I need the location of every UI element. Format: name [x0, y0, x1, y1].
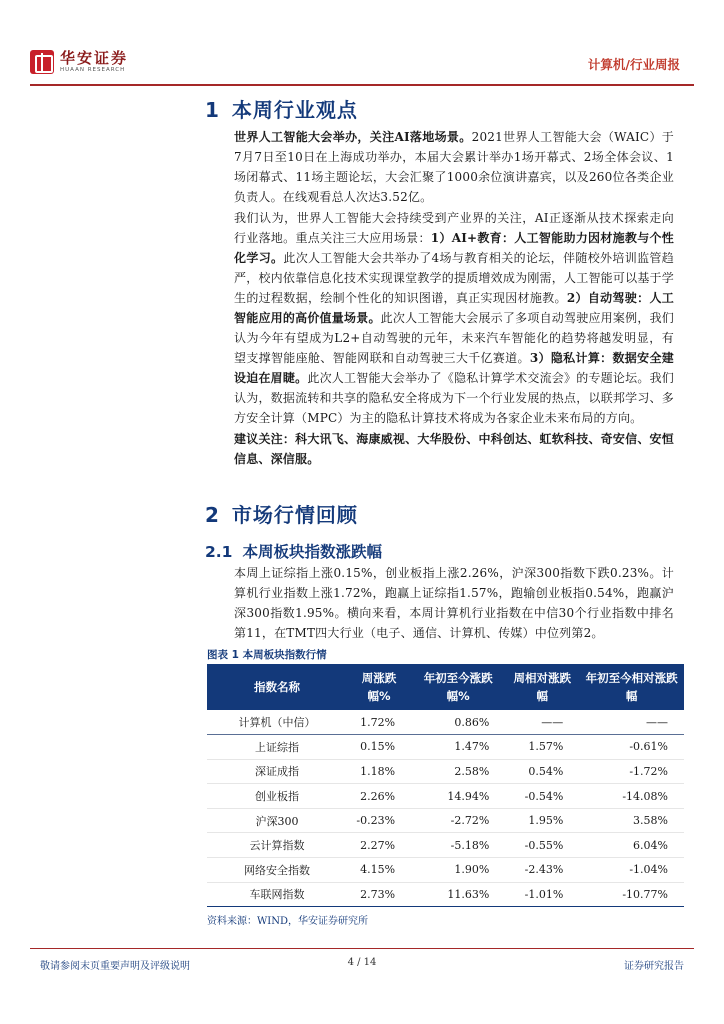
column-header: 年初至今相对涨跌幅 [585, 671, 678, 703]
report-category: 计算机/行业周报 [587, 57, 680, 72]
table-header-row [207, 664, 684, 710]
column-header: 周相对涨跌幅 [513, 671, 572, 703]
value-cell: -1.04% [579, 858, 684, 883]
column-header: 年初至今涨跌幅% [423, 671, 493, 703]
column-header: 周涨跌幅% [361, 671, 397, 703]
section-title: 市场行情回顾 [231, 503, 358, 527]
value-cell: 1.72% [347, 710, 411, 735]
table-row [207, 759, 684, 784]
table-row [207, 858, 684, 883]
scenario-autodriving: 2）自动驾驶：人工智能应用的高价值量场景。 [234, 291, 674, 325]
value-cell: —— [505, 710, 579, 735]
value-cell: -10.77% [579, 882, 684, 907]
value-cell: 2.58% [411, 759, 505, 784]
value-cell: 1.95% [505, 808, 579, 833]
report-type: 证券研究报告 [624, 961, 684, 972]
paragraph-recommendation [234, 429, 674, 469]
subsection-number: 2.1 [205, 543, 233, 561]
paragraph-body: 本周上证综指上涨0.15%，创业板指上涨2.26%，沪深300指数下跌0.23%。计算机行业指数上涨1.72%，跑赢上证综指1.57%，跑输创业板指0.54%，跑赢沪深300指数1.95%。横向来看，本周计算机行业指数在中信30个行业指数中排名第11，在TMT四大行业（电子、通信、计算机、传媒）中位列第2。 [234, 566, 674, 640]
value-cell: 0.15% [347, 735, 411, 760]
index-name-cell: 深证成指 [207, 759, 347, 784]
value-cell: 14.94% [411, 784, 505, 809]
paragraph-body: 此次人工智能大会展示了多项自动驾驶应用案例，我们认为今年有望成为L2+自动驾驶的元年，未来汽车智能化的趋势将越发明显，有望支撑智能座舱、智能网联和自动驾驶三大千亿赛道。 [234, 311, 674, 365]
value-cell: 4.15% [347, 858, 411, 883]
value-cell: 1.47% [411, 735, 505, 760]
page-header [30, 50, 694, 90]
scenario-education: 1）AI+教育：人工智能助力因材施教与个性化学习。 [234, 231, 675, 265]
index-name-cell: 上证综指 [207, 735, 347, 760]
logo-name-cn: 华安证券 [60, 49, 129, 67]
table-row [207, 882, 684, 907]
paragraph-body: 此次人工智能大会举办了《隐私计算学术交流会》的专题论坛。我们认为，数据流转和共享的隐私安全将成为下一个行业发展的热点，以联邦学习、多方安全计算（MPC）为主的隐私计算技术将成为各家企业未来布局的方向。 [234, 371, 674, 425]
value-cell: 2.26% [347, 784, 411, 809]
value-cell: -1.01% [505, 882, 579, 907]
logo-name-en: HUAAN RESEARCH [60, 67, 126, 73]
value-cell: 0.54% [505, 759, 579, 784]
value-cell: -0.55% [505, 833, 579, 858]
value-cell: -0.23% [347, 808, 411, 833]
paragraph-lead: 世界人工智能大会举办，关注AI落地场景。 [234, 130, 472, 144]
disclaimer-link[interactable]: 敬请参阅末页重要声明及评级说明 [40, 961, 190, 972]
header-divider [30, 84, 694, 86]
value-cell: -1.72% [579, 759, 684, 784]
table-row [207, 710, 684, 735]
section-2-heading [205, 499, 358, 528]
recommendation-text: 建议关注：科大讯飞、海康威视、大华股份、中科创达、虹软科技、奇安信、安恒信息、深信服。 [234, 432, 674, 466]
index-name-cell: 创业板指 [207, 784, 347, 809]
index-table [207, 664, 684, 907]
value-cell: 11.63% [411, 882, 505, 907]
value-cell: 3.58% [579, 808, 684, 833]
figure-source: 资料来源：WIND，华安证券研究所 [207, 916, 368, 927]
value-cell: 6.04% [579, 833, 684, 858]
figure-title: 图表 1 本周板块指数行情 [207, 649, 327, 661]
seal-icon [30, 50, 54, 74]
index-name-cell: 车联网指数 [207, 882, 347, 907]
paragraph-scenarios [234, 208, 674, 428]
section-title: 本周行业观点 [231, 98, 358, 122]
value-cell: 1.57% [505, 735, 579, 760]
paragraph-body: 2021世界人工智能大会（WAIC）于7月7日至10日在上海成功举办，本届大会累计举办1场开幕式、2场全体会议、1场闭幕式、11场主题论坛，大会汇聚了1000余位演讲嘉宾，以及260位各类企业负责人。在线观看总人次达3.52亿。 [234, 130, 674, 204]
value-cell: -2.72% [411, 808, 505, 833]
value-cell: -5.18% [411, 833, 505, 858]
index-name-cell: 网络安全指数 [207, 858, 347, 883]
index-name-cell: 计算机（中信） [207, 710, 347, 735]
table-row [207, 833, 684, 858]
value-cell: 1.18% [347, 759, 411, 784]
section-number: 2 [205, 503, 220, 527]
index-name-cell: 沪深300 [207, 808, 347, 833]
paragraph-waic [234, 127, 674, 207]
scenario-privacy: 3）隐私计算：数据安全建设迫在眉睫。 [234, 351, 674, 385]
table-row [207, 735, 684, 760]
table-row [207, 784, 684, 809]
value-cell: -0.61% [579, 735, 684, 760]
section-number: 1 [205, 98, 220, 122]
page-number: 4 / 14 [347, 957, 377, 968]
subsection-title: 本周板块指数涨跌幅 [242, 543, 382, 561]
company-logo [30, 50, 128, 74]
paragraph-body: 我们认为，世界人工智能大会持续受到产业界的关注，AI正逐渐从技术探索走向行业落地。重点关注三大应用场景： [234, 211, 674, 245]
section-2-1-heading [205, 540, 382, 562]
column-header: 指数名称 [254, 680, 300, 694]
table-row [207, 808, 684, 833]
value-cell: 1.90% [411, 858, 505, 883]
paragraph-body: 此次人工智能大会共举办了4场与教育相关的论坛，伴随校外培训监管趋严，校内依靠信息化技术实现课堂教学的提质增效成为刚需，人工智能可以基于学生的过程数据，绘制个性化的知识图谱，真正实现因材施教。 [234, 251, 674, 305]
value-cell: 2.73% [347, 882, 411, 907]
value-cell: -14.08% [579, 784, 684, 809]
section-1-heading [205, 94, 358, 123]
index-name-cell: 云计算指数 [207, 833, 347, 858]
value-cell: —— [579, 710, 684, 735]
paragraph-market [234, 563, 674, 643]
value-cell: -2.43% [505, 858, 579, 883]
value-cell: 2.27% [347, 833, 411, 858]
value-cell: -0.54% [505, 784, 579, 809]
footer-divider [30, 948, 694, 949]
value-cell: 0.86% [411, 710, 505, 735]
